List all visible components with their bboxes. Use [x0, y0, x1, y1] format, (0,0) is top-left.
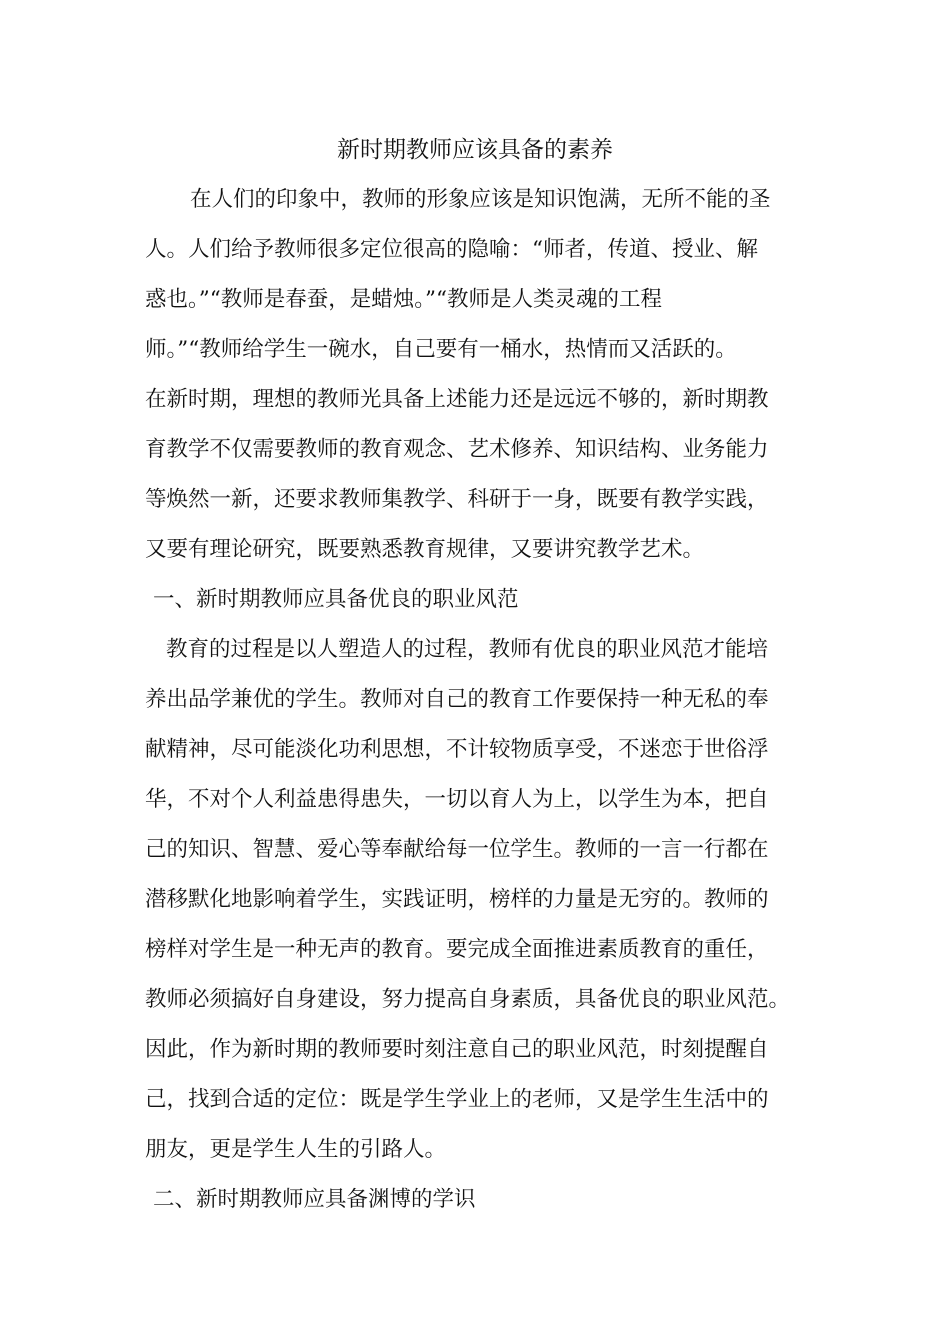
section-heading-1: 一、新时期教师应具备优良的职业风范: [153, 587, 519, 612]
paragraph-line: 养出品学兼优的学生。教师对自己的教育工作要保持一种无私的奉: [145, 687, 769, 712]
paragraph-line: 潜移默化地影响着学生，实践证明，榜样的力量是无穷的。教师的: [145, 887, 769, 912]
document-title: 新时期教师应该具备的素养: [337, 137, 613, 163]
paragraph-line: 华，不对个人利益患得患失，一切以育人为上，以学生为本，把自: [145, 787, 769, 812]
paragraph-line: 又要有理论研究，既要熟悉教育规律，又要讲究教学艺术。: [145, 537, 705, 562]
paragraph-line: 师。”“教师给学生一碗水，自己要有一桶水，热情而又活跃的。: [145, 337, 737, 362]
section-heading-2: 二、新时期教师应具备渊博的学识: [153, 1187, 476, 1212]
paragraph-line: 在新时期，理想的教师光具备上述能力还是远远不够的，新时期教: [145, 387, 769, 412]
paragraph-line: 等焕然一新，还要求教师集教学、科研于一身，既要有教学实践，: [145, 487, 769, 512]
paragraph-line: 榜样对学生是一种无声的教育。要完成全面推进素质教育的重任，: [145, 937, 769, 962]
paragraph-line: 献精神，尽可能淡化功利思想，不计较物质享受，不迷恋于世俗浮: [145, 737, 769, 762]
paragraph-line: 己，找到合适的定位：既是学生学业上的老师，又是学生生活中的: [145, 1087, 769, 1112]
paragraph-line: 己的知识、智慧、爱心等奉献给每一位学生。教师的一言一行都在: [145, 837, 769, 862]
paragraph-line: 朋友，更是学生人生的引路人。: [145, 1137, 447, 1162]
paragraph-line: 教师必须搞好自身建设，努力提高自身素质，具备优良的职业风范。: [145, 987, 791, 1012]
paragraph-line: 惑也。”“教师是春蚕，是蜡烛。”“教师是人类灵魂的工程: [145, 287, 662, 312]
paragraph-line: 育教学不仅需要教师的教育观念、艺术修养、知识结构、业务能力: [145, 437, 769, 462]
paragraph-line: 人。人们给予教师很多定位很高的隐喻：“师者，传道、授业、解: [145, 237, 758, 262]
paragraph-line: 因此，作为新时期的教师要时刻注意自己的职业风范，时刻提醒自: [145, 1037, 769, 1062]
paragraph-line: 在人们的印象中，教师的形象应该是知识饱满，无所不能的圣: [190, 187, 771, 212]
paragraph-line: 教育的过程是以人塑造人的过程，教师有优良的职业风范才能培: [166, 637, 769, 662]
